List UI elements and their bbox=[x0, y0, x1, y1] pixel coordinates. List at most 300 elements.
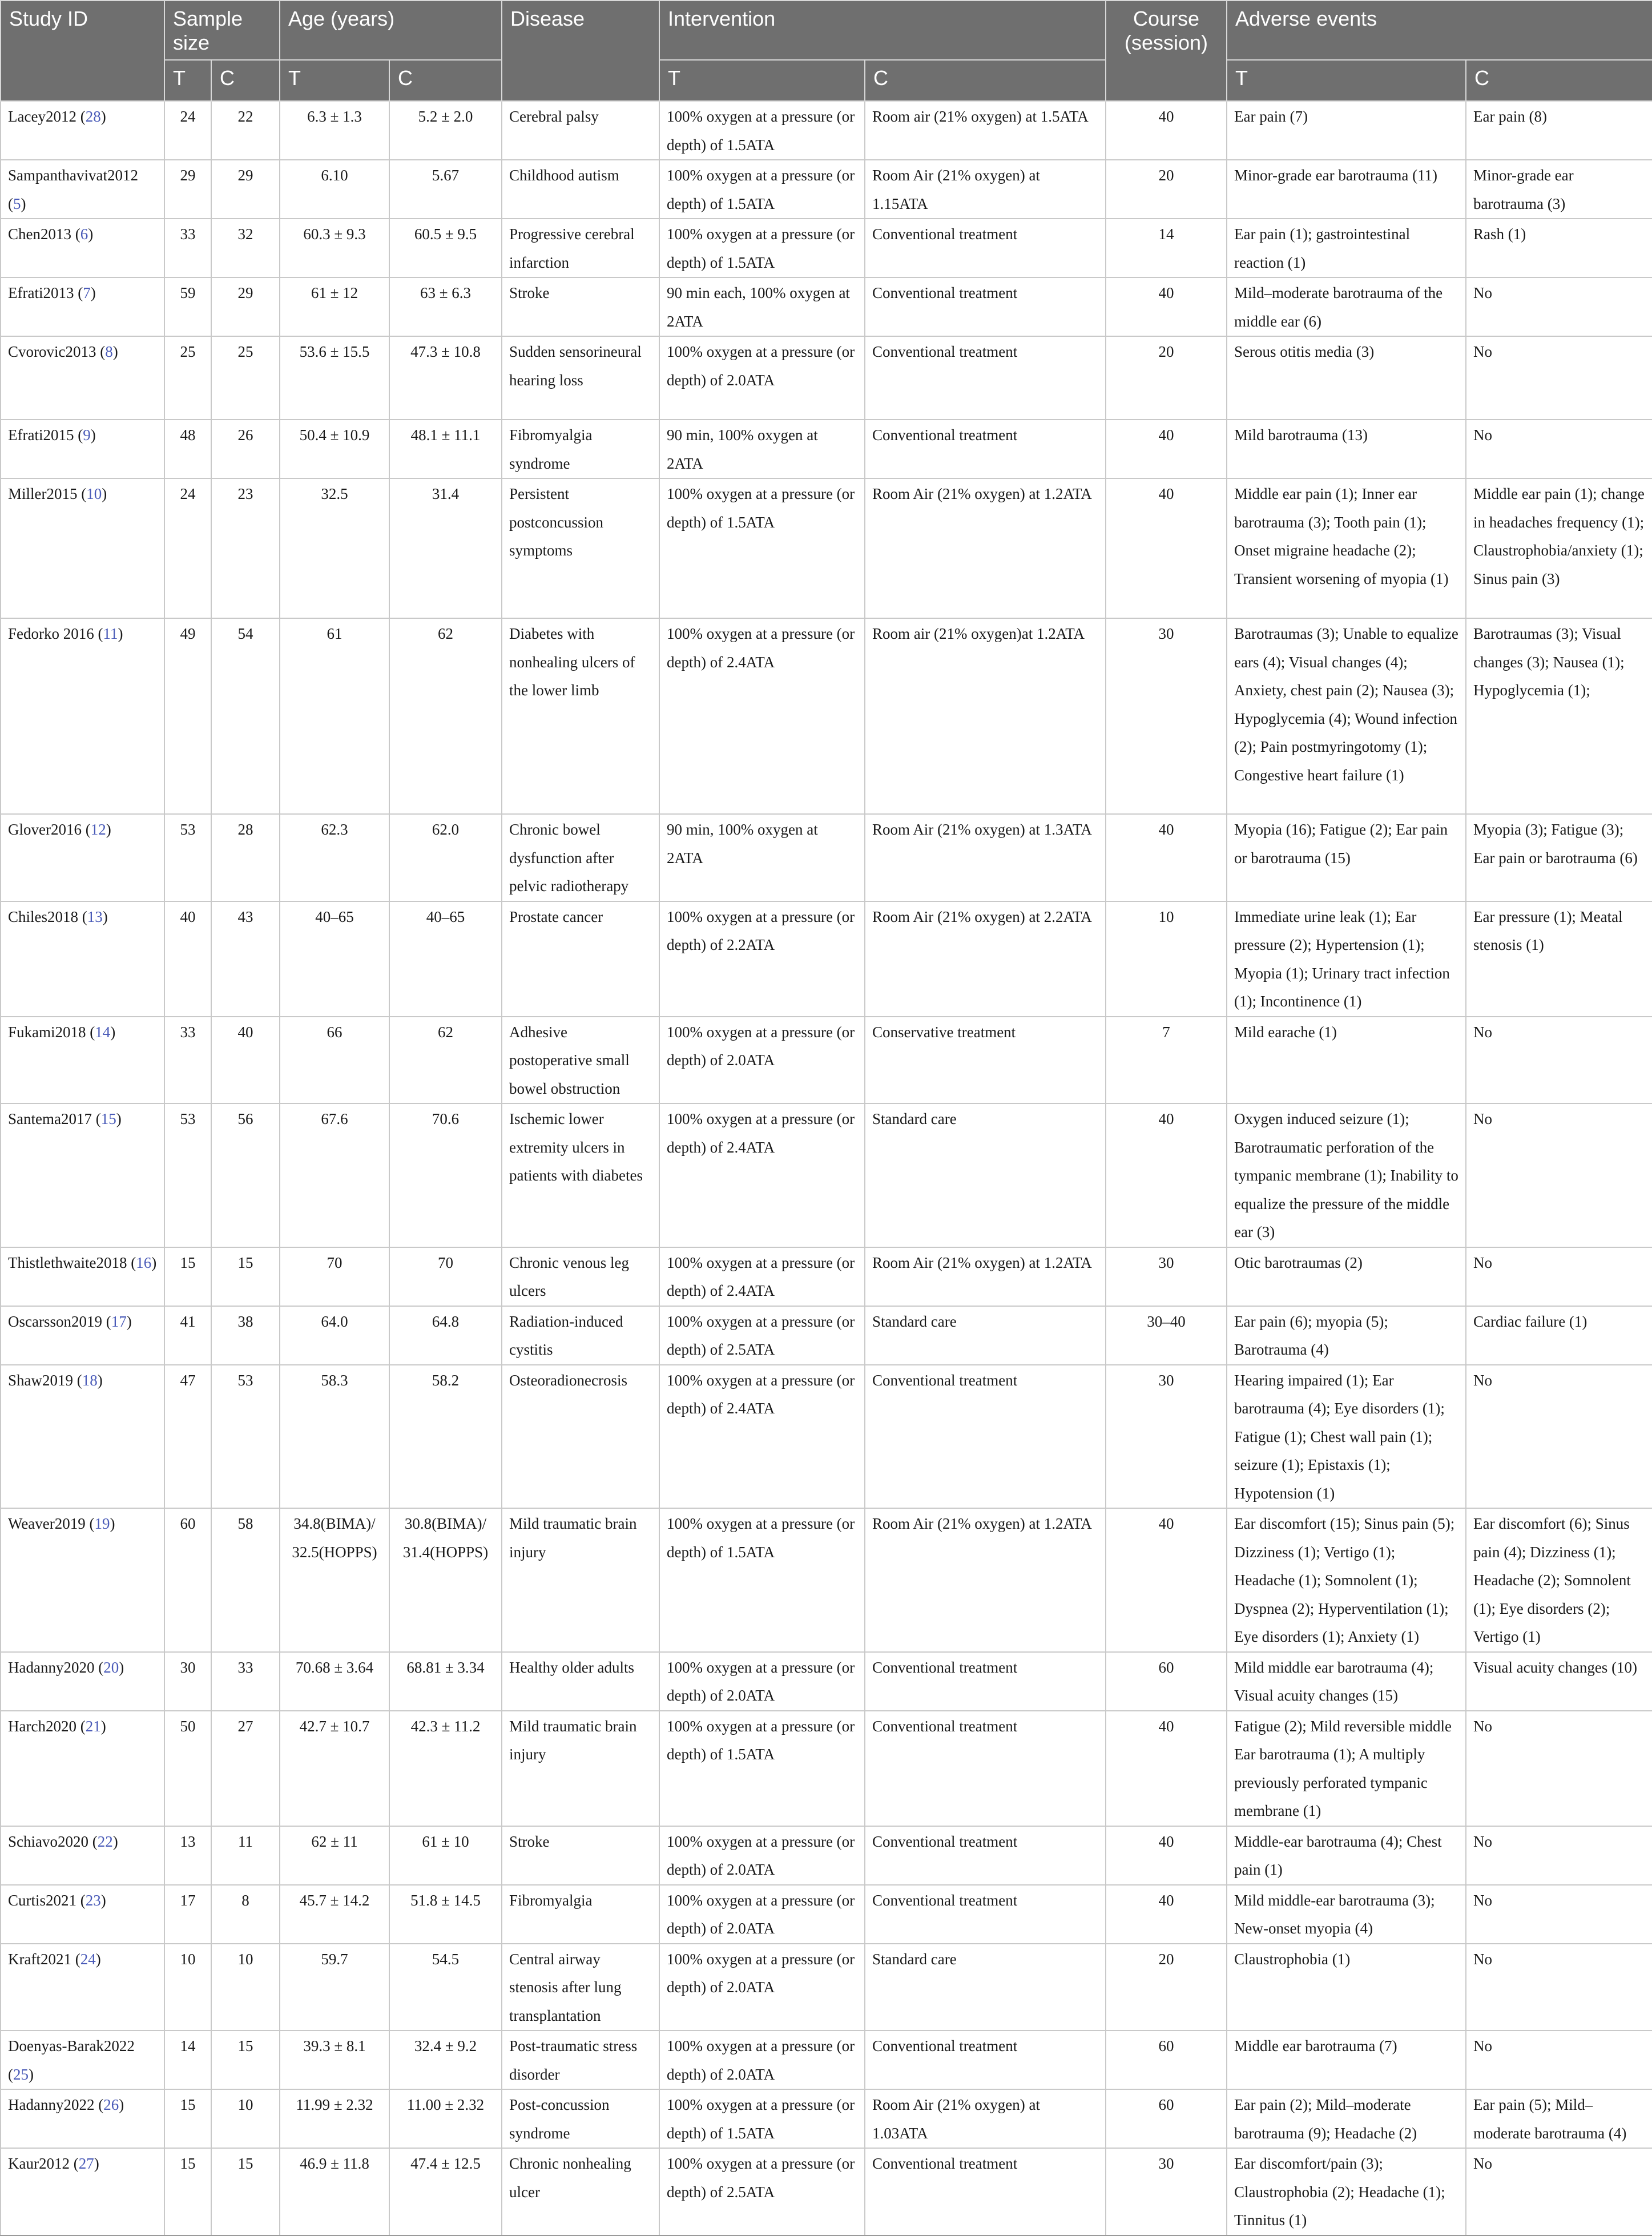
cell-study-id bbox=[1, 478, 164, 618]
cell-disease: Chronic venous leg ulcers bbox=[502, 1247, 659, 1306]
cell-intervention-c: Conventional treatment bbox=[865, 2148, 1106, 2235]
cell-sample-size-t: 13 bbox=[164, 1826, 211, 1885]
cell-intervention-t: 100% oxygen at a pressure (or depth) of 2.2ATA bbox=[659, 901, 865, 1017]
reference-link[interactable]: 16 bbox=[136, 1254, 152, 1271]
cell-disease: Osteoradionecrosis bbox=[502, 1365, 659, 1509]
cell-disease: Sudden sensorineural hearing loss bbox=[502, 336, 659, 420]
cell-intervention-c: Conventional treatment bbox=[865, 1365, 1106, 1509]
cell-adverse-events-c: Barotraumas (3); Visual changes (3); Nausea (1); Hypoglycemia (1); bbox=[1466, 618, 1652, 814]
reference-close: ) bbox=[110, 1515, 115, 1532]
reference-link[interactable]: 28 bbox=[85, 108, 101, 125]
cell-adverse-events-t: Immediate urine leak (1); Ear pressure (2); Hypertension (1); Myopia (1); Urinary tract infection (1); Incontinence (1) bbox=[1227, 901, 1466, 1017]
cell-intervention-t: 100% oxygen at a pressure (or depth) of 2.0ATA bbox=[659, 1944, 865, 2031]
reference-link[interactable]: 27 bbox=[78, 2155, 94, 2172]
cell-study-id bbox=[1, 1711, 164, 1826]
cell-adverse-events-t: Minor-grade ear barotrauma (11) bbox=[1227, 160, 1466, 219]
cell-adverse-events-c: Myopia (3); Fatigue (3); Ear pain or barotrauma (6) bbox=[1466, 814, 1652, 901]
table-row bbox=[1, 1944, 1652, 2031]
reference-link[interactable]: 6 bbox=[80, 225, 88, 243]
cell-intervention-t: 100% oxygen at a pressure (or depth) of 2.0ATA bbox=[659, 336, 865, 420]
cell-sample-size-t: 30 bbox=[164, 1652, 211, 1711]
cell-sample-size-c: 27 bbox=[211, 1711, 280, 1826]
cell-study-id bbox=[1, 1365, 164, 1509]
cell-study-id bbox=[1, 2148, 164, 2235]
cell-sample-size-c: 54 bbox=[211, 618, 280, 814]
table-row bbox=[1, 277, 1652, 336]
cell-sample-size-t: 49 bbox=[164, 618, 211, 814]
cell-disease: Diabetes with nonhealing ulcers of the lower limb bbox=[502, 618, 659, 814]
cell-sample-size-t: 41 bbox=[164, 1306, 211, 1365]
cell-disease: Chronic nonhealing ulcer bbox=[502, 2148, 659, 2235]
cell-age-c: 63 ± 6.3 bbox=[389, 277, 502, 336]
cell-disease: Radiation-induced cystitis bbox=[502, 1306, 659, 1365]
cell-sample-size-t: 33 bbox=[164, 219, 211, 277]
table-row bbox=[1, 1711, 1652, 1826]
cell-adverse-events-c: No bbox=[1466, 1103, 1652, 1247]
reference-link[interactable]: 24 bbox=[80, 1950, 96, 1968]
study-name: Shaw2019 ( bbox=[8, 1371, 82, 1389]
cell-sample-size-t: 33 bbox=[164, 1017, 211, 1104]
cell-disease: Post-traumatic stress disorder bbox=[502, 2030, 659, 2089]
cell-study-id bbox=[1, 1306, 164, 1365]
cell-sample-size-c: 15 bbox=[211, 1247, 280, 1306]
cell-adverse-events-t: Hearing impaired (1); Ear barotrauma (4); Eye disorders (1); Fatigue (1); Chest wall pain (1); seizure (1); Epistaxis (1); Hypotension (1) bbox=[1227, 1365, 1466, 1509]
cell-sample-size-t: 15 bbox=[164, 2148, 211, 2235]
cell-sample-size-c: 10 bbox=[211, 1944, 280, 2031]
reference-link[interactable]: 18 bbox=[82, 1371, 98, 1389]
cell-intervention-c: Room Air (21% oxygen) at 1.2ATA bbox=[865, 1508, 1106, 1652]
cell-adverse-events-c: No bbox=[1466, 1017, 1652, 1104]
cell-age-c: 62 bbox=[389, 1017, 502, 1104]
study-name: Harch2020 ( bbox=[8, 1717, 86, 1735]
cell-age-c: 5.2 ± 2.0 bbox=[389, 101, 502, 160]
cell-adverse-events-c: Ear discomfort (6); Sinus pain (4); Dizziness (1); Headache (2); Somnolent (1); Eye disorders (2); Vertigo (1) bbox=[1466, 1508, 1652, 1652]
cell-course: 40 bbox=[1106, 277, 1227, 336]
header-row-main bbox=[1, 1, 1652, 60]
header-study-id: Study ID bbox=[1, 1, 164, 101]
cell-study-id bbox=[1, 219, 164, 277]
cell-course: 10 bbox=[1106, 901, 1227, 1017]
cell-sample-size-t: 53 bbox=[164, 1103, 211, 1247]
cell-intervention-t: 100% oxygen at a pressure (or depth) of 2.0ATA bbox=[659, 1826, 865, 1885]
cell-age-c: 32.4 ± 9.2 bbox=[389, 2030, 502, 2089]
cell-adverse-events-t: Serous otitis media (3) bbox=[1227, 336, 1466, 420]
study-name: Hadanny2020 ( bbox=[8, 1658, 104, 1676]
table-row bbox=[1, 618, 1652, 814]
reference-close: ) bbox=[106, 821, 111, 838]
cell-study-id bbox=[1, 1508, 164, 1652]
cell-age-c: 47.4 ± 12.5 bbox=[389, 2148, 502, 2235]
cell-disease: Mild traumatic brain injury bbox=[502, 1508, 659, 1652]
table-row bbox=[1, 1103, 1652, 1247]
cell-intervention-t: 100% oxygen at a pressure (or depth) of 2.4ATA bbox=[659, 1365, 865, 1509]
study-name: Fukami2018 ( bbox=[8, 1023, 95, 1041]
cell-intervention-c: Conventional treatment bbox=[865, 277, 1106, 336]
cell-age-c: 61 ± 10 bbox=[389, 1826, 502, 1885]
header-age: Age (years) bbox=[280, 1, 502, 60]
table-row bbox=[1, 1508, 1652, 1652]
cell-sample-size-c: 11 bbox=[211, 1826, 280, 1885]
cell-study-id bbox=[1, 277, 164, 336]
reference-close: ) bbox=[95, 1950, 101, 1968]
cell-study-id bbox=[1, 1017, 164, 1104]
reference-link[interactable]: 7 bbox=[83, 284, 91, 301]
cell-adverse-events-t: Ear pain (1); gastrointestinal reaction (1) bbox=[1227, 219, 1466, 277]
reference-link[interactable]: 22 bbox=[97, 1832, 113, 1850]
cell-disease: Childhood autism bbox=[502, 160, 659, 219]
cell-age-c: 62.0 bbox=[389, 814, 502, 901]
cell-intervention-t: 100% oxygen at a pressure (or depth) of 2.5ATA bbox=[659, 1306, 865, 1365]
cell-sample-size-c: 15 bbox=[211, 2148, 280, 2235]
cell-age-t: 53.6 ± 15.5 bbox=[280, 336, 389, 420]
cell-course: 40 bbox=[1106, 1885, 1227, 1944]
cell-sample-size-c: 25 bbox=[211, 336, 280, 420]
cell-sample-size-c: 10 bbox=[211, 2089, 280, 2148]
cell-sample-size-c: 28 bbox=[211, 814, 280, 901]
reference-link[interactable]: 20 bbox=[103, 1658, 119, 1676]
table-row bbox=[1, 420, 1652, 478]
cell-intervention-t: 100% oxygen at a pressure (or depth) of 2.0ATA bbox=[659, 1652, 865, 1711]
cell-age-t: 11.99 ± 2.32 bbox=[280, 2089, 389, 2148]
cell-sample-size-t: 10 bbox=[164, 1944, 211, 2031]
table-row bbox=[1, 2148, 1652, 2235]
cell-sample-size-t: 17 bbox=[164, 1885, 211, 1944]
header-adverse-t: T bbox=[1227, 60, 1466, 101]
reference-link[interactable]: 8 bbox=[105, 343, 113, 360]
cell-adverse-events-c: No bbox=[1466, 336, 1652, 420]
cell-age-c: 58.2 bbox=[389, 1365, 502, 1509]
cell-course: 40 bbox=[1106, 814, 1227, 901]
reference-link[interactable]: 25 bbox=[13, 2065, 29, 2083]
reference-link[interactable]: 21 bbox=[85, 1717, 101, 1735]
cell-age-t: 45.7 ± 14.2 bbox=[280, 1885, 389, 1944]
cell-disease: Post-concussion syndrome bbox=[502, 2089, 659, 2148]
cell-adverse-events-t: Barotraumas (3); Unable to equalize ears (4); Visual changes (4); Anxiety, chest pain (2); Nausea (3); Hypoglycemia (4); Wound infection (2); Pain postmyringotomy (1); Congestive heart failure (1) bbox=[1227, 618, 1466, 814]
cell-intervention-c: Conventional treatment bbox=[865, 1652, 1106, 1711]
cell-age-t: 59.7 bbox=[280, 1944, 389, 2031]
cell-adverse-events-c: Rash (1) bbox=[1466, 219, 1652, 277]
reference-link[interactable]: 9 bbox=[83, 426, 91, 444]
cell-age-t: 61 bbox=[280, 618, 389, 814]
cell-sample-size-c: 33 bbox=[211, 1652, 280, 1711]
header-intervention-t: T bbox=[659, 60, 865, 101]
cell-course: 20 bbox=[1106, 1944, 1227, 2031]
header-sample-c: C bbox=[211, 60, 280, 101]
cell-adverse-events-c: Middle ear pain (1); change in headaches frequency (1); Claustrophobia/anxiety (1); Sinus pain (3) bbox=[1466, 478, 1652, 618]
cell-intervention-c: Room air (21% oxygen)at 1.2ATA bbox=[865, 618, 1106, 814]
cell-adverse-events-c: No bbox=[1466, 2030, 1652, 2089]
reference-close: ) bbox=[112, 343, 118, 360]
header-adverse-events: Adverse events bbox=[1227, 1, 1652, 60]
cell-study-id bbox=[1, 901, 164, 1017]
cell-sample-size-t: 24 bbox=[164, 478, 211, 618]
cell-sample-size-t: 29 bbox=[164, 160, 211, 219]
study-name: Weaver2019 ( bbox=[8, 1515, 95, 1532]
cell-intervention-t: 100% oxygen at a pressure (or depth) of 2.0ATA bbox=[659, 2030, 865, 2089]
cell-adverse-events-t: Middle-ear barotrauma (4); Chest pain (1) bbox=[1227, 1826, 1466, 1885]
cell-adverse-events-t: Middle ear barotrauma (7) bbox=[1227, 2030, 1466, 2089]
cell-intervention-c: Room Air (21% oxygen) at 1.3ATA bbox=[865, 814, 1106, 901]
reference-close: ) bbox=[29, 2065, 34, 2083]
cell-sample-size-c: 32 bbox=[211, 219, 280, 277]
reference-close: ) bbox=[126, 1312, 132, 1330]
cell-age-c: 62 bbox=[389, 618, 502, 814]
cell-adverse-events-t: Mild middle ear barotrauma (4); Visual acuity changes (15) bbox=[1227, 1652, 1466, 1711]
cell-age-t: 64.0 bbox=[280, 1306, 389, 1365]
cell-age-t: 46.9 ± 11.8 bbox=[280, 2148, 389, 2235]
cell-age-t: 70.68 ± 3.64 bbox=[280, 1652, 389, 1711]
reference-link[interactable]: 5 bbox=[13, 195, 21, 212]
cell-intervention-c: Room Air (21% oxygen) at 1.15ATA bbox=[865, 160, 1106, 219]
cell-age-t: 6.3 ± 1.3 bbox=[280, 101, 389, 160]
cell-adverse-events-t: Ear discomfort (15); Sinus pain (5); Dizziness (1); Vertigo (1); Headache (1); Somnolent (1); Dyspnea (2); Hyperventilation (1); Eye disorders (1); Anxiety (1) bbox=[1227, 1508, 1466, 1652]
cell-course: 30–40 bbox=[1106, 1306, 1227, 1365]
reference-link[interactable]: 23 bbox=[85, 1891, 101, 1909]
cell-study-id bbox=[1, 2089, 164, 2148]
cell-intervention-c: Standard care bbox=[865, 1306, 1106, 1365]
cell-intervention-t: 100% oxygen at a pressure (or depth) of 1.5ATA bbox=[659, 2089, 865, 2148]
cell-intervention-t: 100% oxygen at a pressure (or depth) of 2.4ATA bbox=[659, 618, 865, 814]
cell-age-c: 70.6 bbox=[389, 1103, 502, 1247]
reference-link[interactable]: 13 bbox=[87, 908, 103, 925]
cell-adverse-events-t: Ear pain (2); Mild–moderate barotrauma (9); Headache (2) bbox=[1227, 2089, 1466, 2148]
study-name: Santema2017 ( bbox=[8, 1110, 101, 1127]
cell-intervention-c: Standard care bbox=[865, 1944, 1106, 2031]
table-row bbox=[1, 814, 1652, 901]
cell-disease: Mild traumatic brain injury bbox=[502, 1711, 659, 1826]
cell-intervention-t: 100% oxygen at a pressure (or depth) of 1.5ATA bbox=[659, 219, 865, 277]
cell-age-c: 42.3 ± 11.2 bbox=[389, 1711, 502, 1826]
reference-close: ) bbox=[102, 485, 107, 502]
reference-link[interactable]: 17 bbox=[111, 1312, 127, 1330]
reference-close: ) bbox=[100, 108, 106, 125]
cell-disease: Persistent postconcussion symptoms bbox=[502, 478, 659, 618]
cell-sample-size-c: 38 bbox=[211, 1306, 280, 1365]
cell-adverse-events-t: Mild barotrauma (13) bbox=[1227, 420, 1466, 478]
cell-sample-size-t: 15 bbox=[164, 1247, 211, 1306]
header-age-c: C bbox=[389, 60, 502, 101]
cell-intervention-c: Conventional treatment bbox=[865, 2030, 1106, 2089]
cell-study-id bbox=[1, 160, 164, 219]
cell-age-c: 30.8(BIMA)/ 31.4(HOPPS) bbox=[389, 1508, 502, 1652]
cell-age-t: 67.6 bbox=[280, 1103, 389, 1247]
header-intervention: Intervention bbox=[659, 1, 1106, 60]
cell-disease: Fibromyalgia syndrome bbox=[502, 420, 659, 478]
reference-link[interactable]: 10 bbox=[86, 485, 102, 502]
cell-age-t: 50.4 ± 10.9 bbox=[280, 420, 389, 478]
cell-intervention-t: 100% oxygen at a pressure (or depth) of 1.5ATA bbox=[659, 478, 865, 618]
cell-adverse-events-c: Visual acuity changes (10) bbox=[1466, 1652, 1652, 1711]
cell-adverse-events-t: Ear pain (7) bbox=[1227, 101, 1466, 160]
header-row-sub bbox=[1, 60, 1652, 101]
cell-study-id bbox=[1, 2030, 164, 2089]
table-row bbox=[1, 1247, 1652, 1306]
reference-link[interactable]: 15 bbox=[100, 1110, 116, 1127]
cell-intervention-c: Room Air (21% oxygen) at 1.2ATA bbox=[865, 478, 1106, 618]
table-row bbox=[1, 478, 1652, 618]
cell-disease: Stroke bbox=[502, 1826, 659, 1885]
cell-course: 7 bbox=[1106, 1017, 1227, 1104]
cell-adverse-events-c: No bbox=[1466, 420, 1652, 478]
cell-intervention-c: Conventional treatment bbox=[865, 1711, 1106, 1826]
cell-course: 40 bbox=[1106, 1711, 1227, 1826]
cell-adverse-events-t: Fatigue (2); Mild reversible middle Ear barotrauma (1); A multiply previously perforated tympanic membrane (1) bbox=[1227, 1711, 1466, 1826]
study-name: Thistlethwaite2018 ( bbox=[8, 1254, 136, 1271]
cell-intervention-t: 90 min each, 100% oxygen at 2ATA bbox=[659, 277, 865, 336]
header-course: Course (session) bbox=[1106, 1, 1227, 101]
cell-course: 60 bbox=[1106, 1652, 1227, 1711]
cell-course: 40 bbox=[1106, 1826, 1227, 1885]
reference-close: ) bbox=[119, 2096, 124, 2113]
header-adverse-c: C bbox=[1466, 60, 1652, 101]
cell-intervention-t: 100% oxygen at a pressure (or depth) of 2.0ATA bbox=[659, 1017, 865, 1104]
cell-sample-size-c: 23 bbox=[211, 478, 280, 618]
cell-age-c: 5.67 bbox=[389, 160, 502, 219]
cell-adverse-events-c: No bbox=[1466, 2148, 1652, 2235]
study-name: Kraft2021 ( bbox=[8, 1950, 80, 1968]
cell-sample-size-t: 47 bbox=[164, 1365, 211, 1509]
cell-adverse-events-c: No bbox=[1466, 1885, 1652, 1944]
cell-intervention-c: Room air (21% oxygen) at 1.5ATA bbox=[865, 101, 1106, 160]
reference-close: ) bbox=[119, 1658, 124, 1676]
cell-sample-size-c: 29 bbox=[211, 277, 280, 336]
cell-intervention-t: 90 min, 100% oxygen at 2ATA bbox=[659, 814, 865, 901]
cell-age-c: 40–65 bbox=[389, 901, 502, 1017]
cell-adverse-events-c: Ear pressure (1); Meatal stenosis (1) bbox=[1466, 901, 1652, 1017]
cell-age-t: 58.3 bbox=[280, 1365, 389, 1509]
cell-course: 60 bbox=[1106, 2030, 1227, 2089]
cell-intervention-c: Room Air (21% oxygen) at 2.2ATA bbox=[865, 901, 1106, 1017]
reference-close: ) bbox=[151, 1254, 157, 1271]
cell-disease: Prostate cancer bbox=[502, 901, 659, 1017]
study-name: Efrati2015 ( bbox=[8, 426, 83, 444]
cell-age-t: 70 bbox=[280, 1247, 389, 1306]
header-sample-size: Sample size bbox=[164, 1, 280, 60]
cell-disease: Stroke bbox=[502, 277, 659, 336]
cell-age-c: 48.1 ± 11.1 bbox=[389, 420, 502, 478]
reference-link[interactable]: 19 bbox=[94, 1515, 110, 1532]
table-row bbox=[1, 1306, 1652, 1365]
reference-link[interactable]: 26 bbox=[103, 2096, 119, 2113]
study-name: Sampanthavivat2012 ( bbox=[8, 167, 138, 212]
study-name: Chiles2018 ( bbox=[8, 908, 87, 925]
cell-adverse-events-t: Oxygen induced seizure (1); Barotraumatic perforation of the tympanic membrane (1); Inability to equalize the pressure of the middle ear (3) bbox=[1227, 1103, 1466, 1247]
study-name: Lacey2012 ( bbox=[8, 108, 86, 125]
reference-close: ) bbox=[94, 2155, 99, 2172]
reference-link[interactable]: 12 bbox=[90, 821, 106, 838]
table-row bbox=[1, 2089, 1652, 2148]
cell-adverse-events-c: Cardiac failure (1) bbox=[1466, 1306, 1652, 1365]
table-row bbox=[1, 160, 1652, 219]
table-header bbox=[1, 1, 1652, 101]
reference-close: ) bbox=[100, 1717, 106, 1735]
reference-link[interactable]: 11 bbox=[103, 625, 118, 642]
cell-intervention-t: 100% oxygen at a pressure (or depth) of 2.4ATA bbox=[659, 1247, 865, 1306]
table-row bbox=[1, 1652, 1652, 1711]
cell-sample-size-c: 29 bbox=[211, 160, 280, 219]
cell-sample-size-t: 15 bbox=[164, 2089, 211, 2148]
cell-intervention-t: 100% oxygen at a pressure (or depth) of 2.4ATA bbox=[659, 1103, 865, 1247]
cell-age-c: 11.00 ± 2.32 bbox=[389, 2089, 502, 2148]
cell-disease: Ischemic lower extremity ulcers in patients with diabetes bbox=[502, 1103, 659, 1247]
reference-close: ) bbox=[118, 625, 123, 642]
table-row bbox=[1, 336, 1652, 420]
cell-adverse-events-c: No bbox=[1466, 1247, 1652, 1306]
reference-close: ) bbox=[97, 1371, 103, 1389]
cell-intervention-c: Room Air (21% oxygen) at 1.03ATA bbox=[865, 2089, 1106, 2148]
cell-age-c: 70 bbox=[389, 1247, 502, 1306]
study-name: Miller2015 ( bbox=[8, 485, 87, 502]
cell-adverse-events-t: Mild–moderate barotrauma of the middle ear (6) bbox=[1227, 277, 1466, 336]
cell-disease: Progressive cerebral infarction bbox=[502, 219, 659, 277]
reference-close: ) bbox=[90, 284, 96, 301]
cell-sample-size-t: 59 bbox=[164, 277, 211, 336]
cell-age-c: 51.8 ± 14.5 bbox=[389, 1885, 502, 1944]
cell-adverse-events-t: Mild middle-ear barotrauma (3); New-onset myopia (4) bbox=[1227, 1885, 1466, 1944]
study-name: Efrati2013 ( bbox=[8, 284, 83, 301]
cell-sample-size-t: 14 bbox=[164, 2030, 211, 2089]
cell-study-id bbox=[1, 1826, 164, 1885]
cell-age-t: 60.3 ± 9.3 bbox=[280, 219, 389, 277]
cell-course: 30 bbox=[1106, 2148, 1227, 2235]
cell-sample-size-t: 25 bbox=[164, 336, 211, 420]
cell-adverse-events-t: Ear discomfort/pain (3); Claustrophobia (2); Headache (1); Tinnitus (1) bbox=[1227, 2148, 1466, 2235]
cell-sample-size-t: 40 bbox=[164, 901, 211, 1017]
cell-intervention-t: 90 min, 100% oxygen at 2ATA bbox=[659, 420, 865, 478]
table-row bbox=[1, 2030, 1652, 2089]
cell-study-id bbox=[1, 101, 164, 160]
cell-study-id bbox=[1, 1103, 164, 1247]
cell-intervention-c: Conventional treatment bbox=[865, 420, 1106, 478]
cell-age-t: 32.5 bbox=[280, 478, 389, 618]
cell-disease: Fibromyalgia bbox=[502, 1885, 659, 1944]
cell-adverse-events-c: No bbox=[1466, 1711, 1652, 1826]
cell-disease: Cerebral palsy bbox=[502, 101, 659, 160]
reference-link[interactable]: 14 bbox=[95, 1023, 111, 1041]
cell-sample-size-c: 43 bbox=[211, 901, 280, 1017]
cell-course: 60 bbox=[1106, 2089, 1227, 2148]
cell-course: 40 bbox=[1106, 420, 1227, 478]
cell-adverse-events-c: No bbox=[1466, 1365, 1652, 1509]
study-name: Chen2013 ( bbox=[8, 225, 80, 243]
cell-course: 40 bbox=[1106, 101, 1227, 160]
cell-study-id bbox=[1, 1652, 164, 1711]
cell-sample-size-c: 58 bbox=[211, 1508, 280, 1652]
cell-study-id bbox=[1, 1247, 164, 1306]
cell-age-t: 34.8(BIMA)/ 32.5(HOPPS) bbox=[280, 1508, 389, 1652]
reference-close: ) bbox=[21, 195, 26, 212]
cell-sample-size-t: 50 bbox=[164, 1711, 211, 1826]
cell-age-t: 66 bbox=[280, 1017, 389, 1104]
cell-adverse-events-c: Minor-grade ear barotrauma (3) bbox=[1466, 160, 1652, 219]
cell-sample-size-t: 53 bbox=[164, 814, 211, 901]
cell-age-c: 64.8 bbox=[389, 1306, 502, 1365]
cell-sample-size-t: 48 bbox=[164, 420, 211, 478]
cell-course: 40 bbox=[1106, 1508, 1227, 1652]
study-name: Glover2016 ( bbox=[8, 821, 91, 838]
cell-sample-size-t: 60 bbox=[164, 1508, 211, 1652]
cell-intervention-c: Room Air (21% oxygen) at 1.2ATA bbox=[865, 1247, 1106, 1306]
header-age-t: T bbox=[280, 60, 389, 101]
cell-course: 30 bbox=[1106, 1247, 1227, 1306]
cell-sample-size-c: 22 bbox=[211, 101, 280, 160]
cell-intervention-c: Conventional treatment bbox=[865, 336, 1106, 420]
cell-adverse-events-t: Myopia (16); Fatigue (2); Ear pain or barotrauma (15) bbox=[1227, 814, 1466, 901]
cell-adverse-events-c: No bbox=[1466, 1826, 1652, 1885]
cell-adverse-events-t: Middle ear pain (1); Inner ear barotrauma (3); Tooth pain (1); Onset migraine headache (2); Transient worsening of myopia (1) bbox=[1227, 478, 1466, 618]
cell-age-c: 31.4 bbox=[389, 478, 502, 618]
reference-close: ) bbox=[112, 1832, 118, 1850]
